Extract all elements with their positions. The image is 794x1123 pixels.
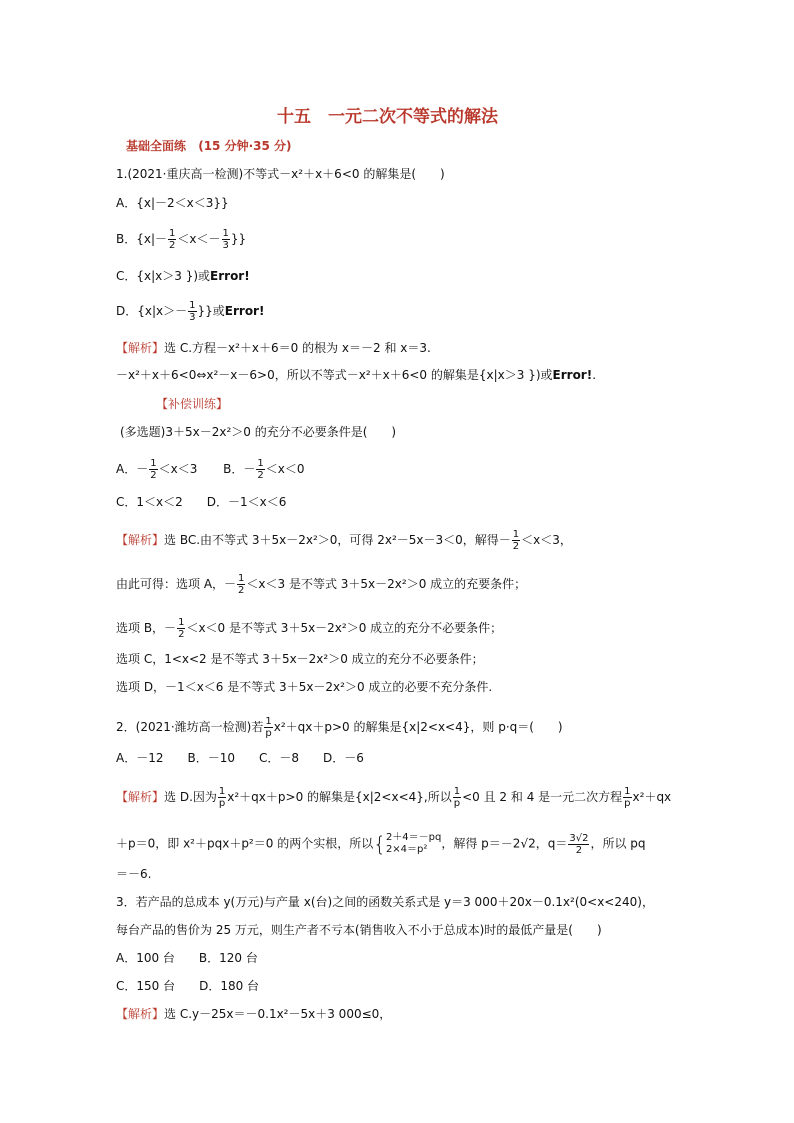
q1-option-a: A．{x|－2＜x＜3}} [116, 196, 229, 210]
q3-stem-line1: 3．若产品的总成本 y(万元)与产量 x(台)之间的函数关系式是 y＝3 000＋20x－0.1x²(0<x<240)， [116, 895, 654, 909]
section-time: (15 分钟·35 分) [198, 139, 292, 153]
q1-answer-line2: －x²＋x＋6<0⇔x²－x－6>0，所以不等式－x²＋x＋6<0 的解集是{x|x＞3 })或Error!. [116, 368, 597, 382]
bc-answer-line3: 选项 B，－ $\frac{1}{2}$ ＜x＜0 是不等式 3＋5x－2x²＞0 成立的充分不必要条件； [116, 617, 503, 640]
bc-answer-line2: 由此可得：选项 A，－ $\frac{1}{2}$ ＜x＜3 是不等式 3＋5x－2x²＞0 成立的充要条件； [116, 573, 527, 596]
q1-option-b: B．{x|－ $\frac{1}{2}$ ＜x＜－ $\frac{1}{3}$ }} [116, 228, 247, 251]
q3-answer: 【解析】选 C.y－25x＝－0.1x²－5x＋3 000≤0， [116, 1007, 392, 1021]
q3-options-cd: C．150 台 D．180 台 [116, 979, 260, 993]
page-title: 十五 一元二次不等式的解法 [277, 107, 498, 127]
q1-stem: 1.(2021·重庆高一检测)不等式－x²＋x＋6<0 的解集是( ) [116, 167, 445, 181]
compensation-training-tag: 【补偿训练】 [156, 397, 229, 411]
q3-options-ab: A．100 台 B．120 台 [116, 951, 258, 965]
fraction: $\frac{1}{2}$ [169, 228, 176, 251]
q3-stem-line2: 每台产品的售价为 25 万元，则生产者不亏本(销售收入不小于总成本)时的最低产量是( ) [116, 923, 602, 937]
q1-option-d: D．{x|x＞－ $\frac{1}{3}$ }}或Error! [116, 300, 265, 323]
q2-answer-line3: ＝－6. [116, 867, 152, 881]
q2-stem: 2．(2021·潍坊高一检测)若 $\frac{1}{p}$ x²＋qx＋p>0 的解集是{x|2<x<4}，则 p·q＝( ) [116, 716, 563, 739]
bc-answer-line4: 选项 C，1<x<2 是不等式 3＋5x－2x²＞0 成立的充分不必要条件； [116, 652, 484, 666]
fraction: $\frac{1}{3}$ [222, 228, 229, 251]
q2-answer-line2: ＋p＝0，即 x²＋pqx＋p²＝0 的两个实根，所以{ 2＋4＝－pq 2×4＝p² ，解得 p＝－2√2，q＝ $\frac{3√2}{2}$ ，所以 pq [116, 832, 646, 856]
fraction: $\frac{1}{2}$ [238, 573, 245, 596]
fraction: $\frac{1}{2}$ [150, 458, 157, 481]
q1-option-c: C．{x|x＞3 })或Error! [116, 269, 250, 283]
fraction: $\frac{1}{p}$ [624, 786, 631, 809]
fraction: $\frac{1}{3}$ [189, 300, 196, 323]
q2-options: A．－12 B．－10 C．－8 D．－6 [116, 751, 364, 765]
q2-answer-line1: 【解析】选 D.因为 $\frac{1}{p}$ x²＋qx＋p>0 的解集是{x|2<x<4},所以 $\frac{1}{p}$ <0 且 2 和 4 是一元二次方程 $\frac{1}{p}$ x²＋qx [116, 786, 672, 809]
bc-options-ab: A．－ $\frac{1}{2}$ ＜x＜3 B．－ $\frac{1}{2}$ ＜x＜0 [116, 458, 305, 481]
equation-system: 2＋4＝－pq 2×4＝p² [385, 832, 442, 855]
fraction: $\frac{1}{p}$ [453, 786, 461, 809]
q1-answer-line1: 【解析】选 C.方程－x²＋x＋6＝0 的根为 x＝－2 和 x＝3. [116, 341, 431, 355]
analysis-tag: 【解析】 [116, 341, 165, 355]
bc-stem: (多选题)3＋5x－2x²＞0 的充分不必要条件是( ) [120, 425, 397, 439]
fraction: $\frac{3√2}{2}$ [569, 832, 589, 856]
bc-answer-line1: 【解析】选 BC.由不等式 3＋5x－2x²＞0，可得 2x²－5x－3＜0，解得－ $\frac{1}{2}$ ＜x＜3， [116, 529, 572, 552]
bc-answer-line5: 选项 D，－1＜x＜6 是不等式 3＋5x－2x²＞0 成立的必要不充分条件. [116, 680, 493, 694]
fraction: $\frac{1}{2}$ [257, 458, 264, 481]
section-label: 基础全面练 [126, 139, 187, 153]
section-header [126, 138, 292, 154]
fraction: $\frac{1}{p}$ [218, 786, 226, 809]
fraction: $\frac{1}{2}$ [512, 529, 520, 552]
fraction: $\frac{1}{p}$ [265, 716, 272, 739]
bc-options-cd: C．1＜x＜2 D．－1＜x＜6 [116, 495, 287, 509]
fraction: $\frac{1}{2}$ [178, 617, 185, 640]
